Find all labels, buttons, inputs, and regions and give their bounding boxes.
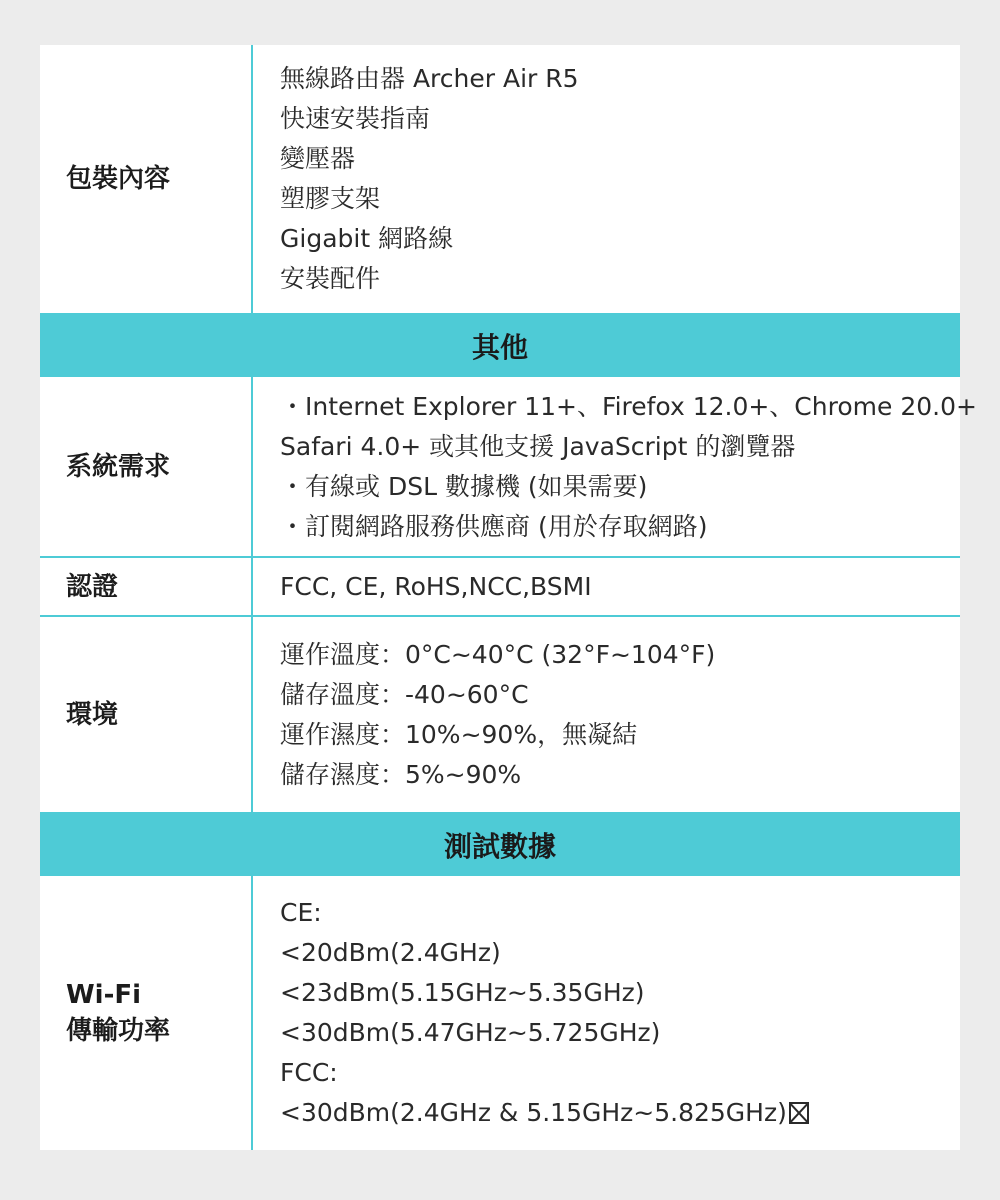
section-header-test-data xyxy=(40,814,960,876)
environment-item: 儲存溫度：-40~60°C xyxy=(280,679,529,709)
requirement-item: ・Internet Explorer 11+、Firefox 12.0+、Chrome 20.0+ xyxy=(280,391,977,421)
certification-value: FCC, CE, RoHS,NCC,BSMI xyxy=(280,571,592,601)
environment-item: 儲存濕度：5%~90% xyxy=(280,759,522,789)
wifi-power-label-cell xyxy=(40,876,253,1150)
package-item: 快速安裝指南 xyxy=(280,104,431,133)
wifi-power-item: CE: xyxy=(280,898,322,927)
package-item: 變壓器 xyxy=(280,144,356,173)
environment-list xyxy=(253,617,960,812)
package-contents-list xyxy=(253,45,960,313)
certification-label: 認證 xyxy=(66,571,119,602)
certification-label-cell xyxy=(40,558,253,615)
package-item: Gigabit 網路線 xyxy=(280,224,454,253)
wifi-power-row xyxy=(40,876,960,1150)
section-title-test-data: 測試數據 xyxy=(443,830,556,863)
environment-label: 環境 xyxy=(66,699,119,730)
package-contents-label: 包裝內容 xyxy=(66,164,171,194)
wifi-power-item: <30dBm(5.47GHz~5.725GHz) xyxy=(280,1018,661,1047)
environment-row xyxy=(40,617,960,814)
wifi-power-item-text: <30dBm(2.4GHz & 5.15GHz~5.825GHz) xyxy=(280,1098,787,1127)
section-title-other: 其他 xyxy=(471,331,528,364)
wifi-power-item: FCC: xyxy=(280,1058,338,1087)
requirement-item: Safari 4.0+ 或其他支援 JavaScript 的瀏覽器 xyxy=(280,431,796,461)
environment-item: 運作溫度：0°C~40°C (32°F~104°F) xyxy=(280,639,716,669)
environment-item: 運作濕度：10%~90%，無凝結 xyxy=(280,719,638,749)
certification-row xyxy=(40,558,960,617)
package-contents-label-cell xyxy=(40,45,253,313)
package-item: 塑膠支架 xyxy=(280,184,381,213)
section-header-other xyxy=(40,315,960,377)
requirement-item: ・訂閱網路服務供應商 (用於存取網路) xyxy=(280,511,708,541)
environment-label-cell xyxy=(40,617,253,812)
crossed-box-icon xyxy=(789,1102,809,1124)
system-requirements-label: 系統需求 xyxy=(66,451,171,482)
package-contents-row xyxy=(40,45,960,315)
certification-value-cell xyxy=(253,558,960,615)
package-item: 無線路由器 Archer Air R5 xyxy=(280,64,579,93)
package-item: 安裝配件 xyxy=(280,264,381,293)
wifi-power-item: <20dBm(2.4GHz) xyxy=(280,938,501,967)
system-requirements-list xyxy=(253,377,977,556)
wifi-power-item: <23dBm(5.15GHz~5.35GHz) xyxy=(280,978,645,1007)
requirement-item: ・有線或 DSL 數據機 (如果需要) xyxy=(280,471,648,501)
system-requirements-label-cell xyxy=(40,377,253,556)
spec-table xyxy=(40,45,977,1150)
wifi-power-item-last xyxy=(280,1093,960,1133)
wifi-power-list xyxy=(253,876,960,1150)
wifi-power-label: Wi-Fi 傳輸功率 xyxy=(66,980,171,1046)
system-requirements-row xyxy=(40,377,977,558)
